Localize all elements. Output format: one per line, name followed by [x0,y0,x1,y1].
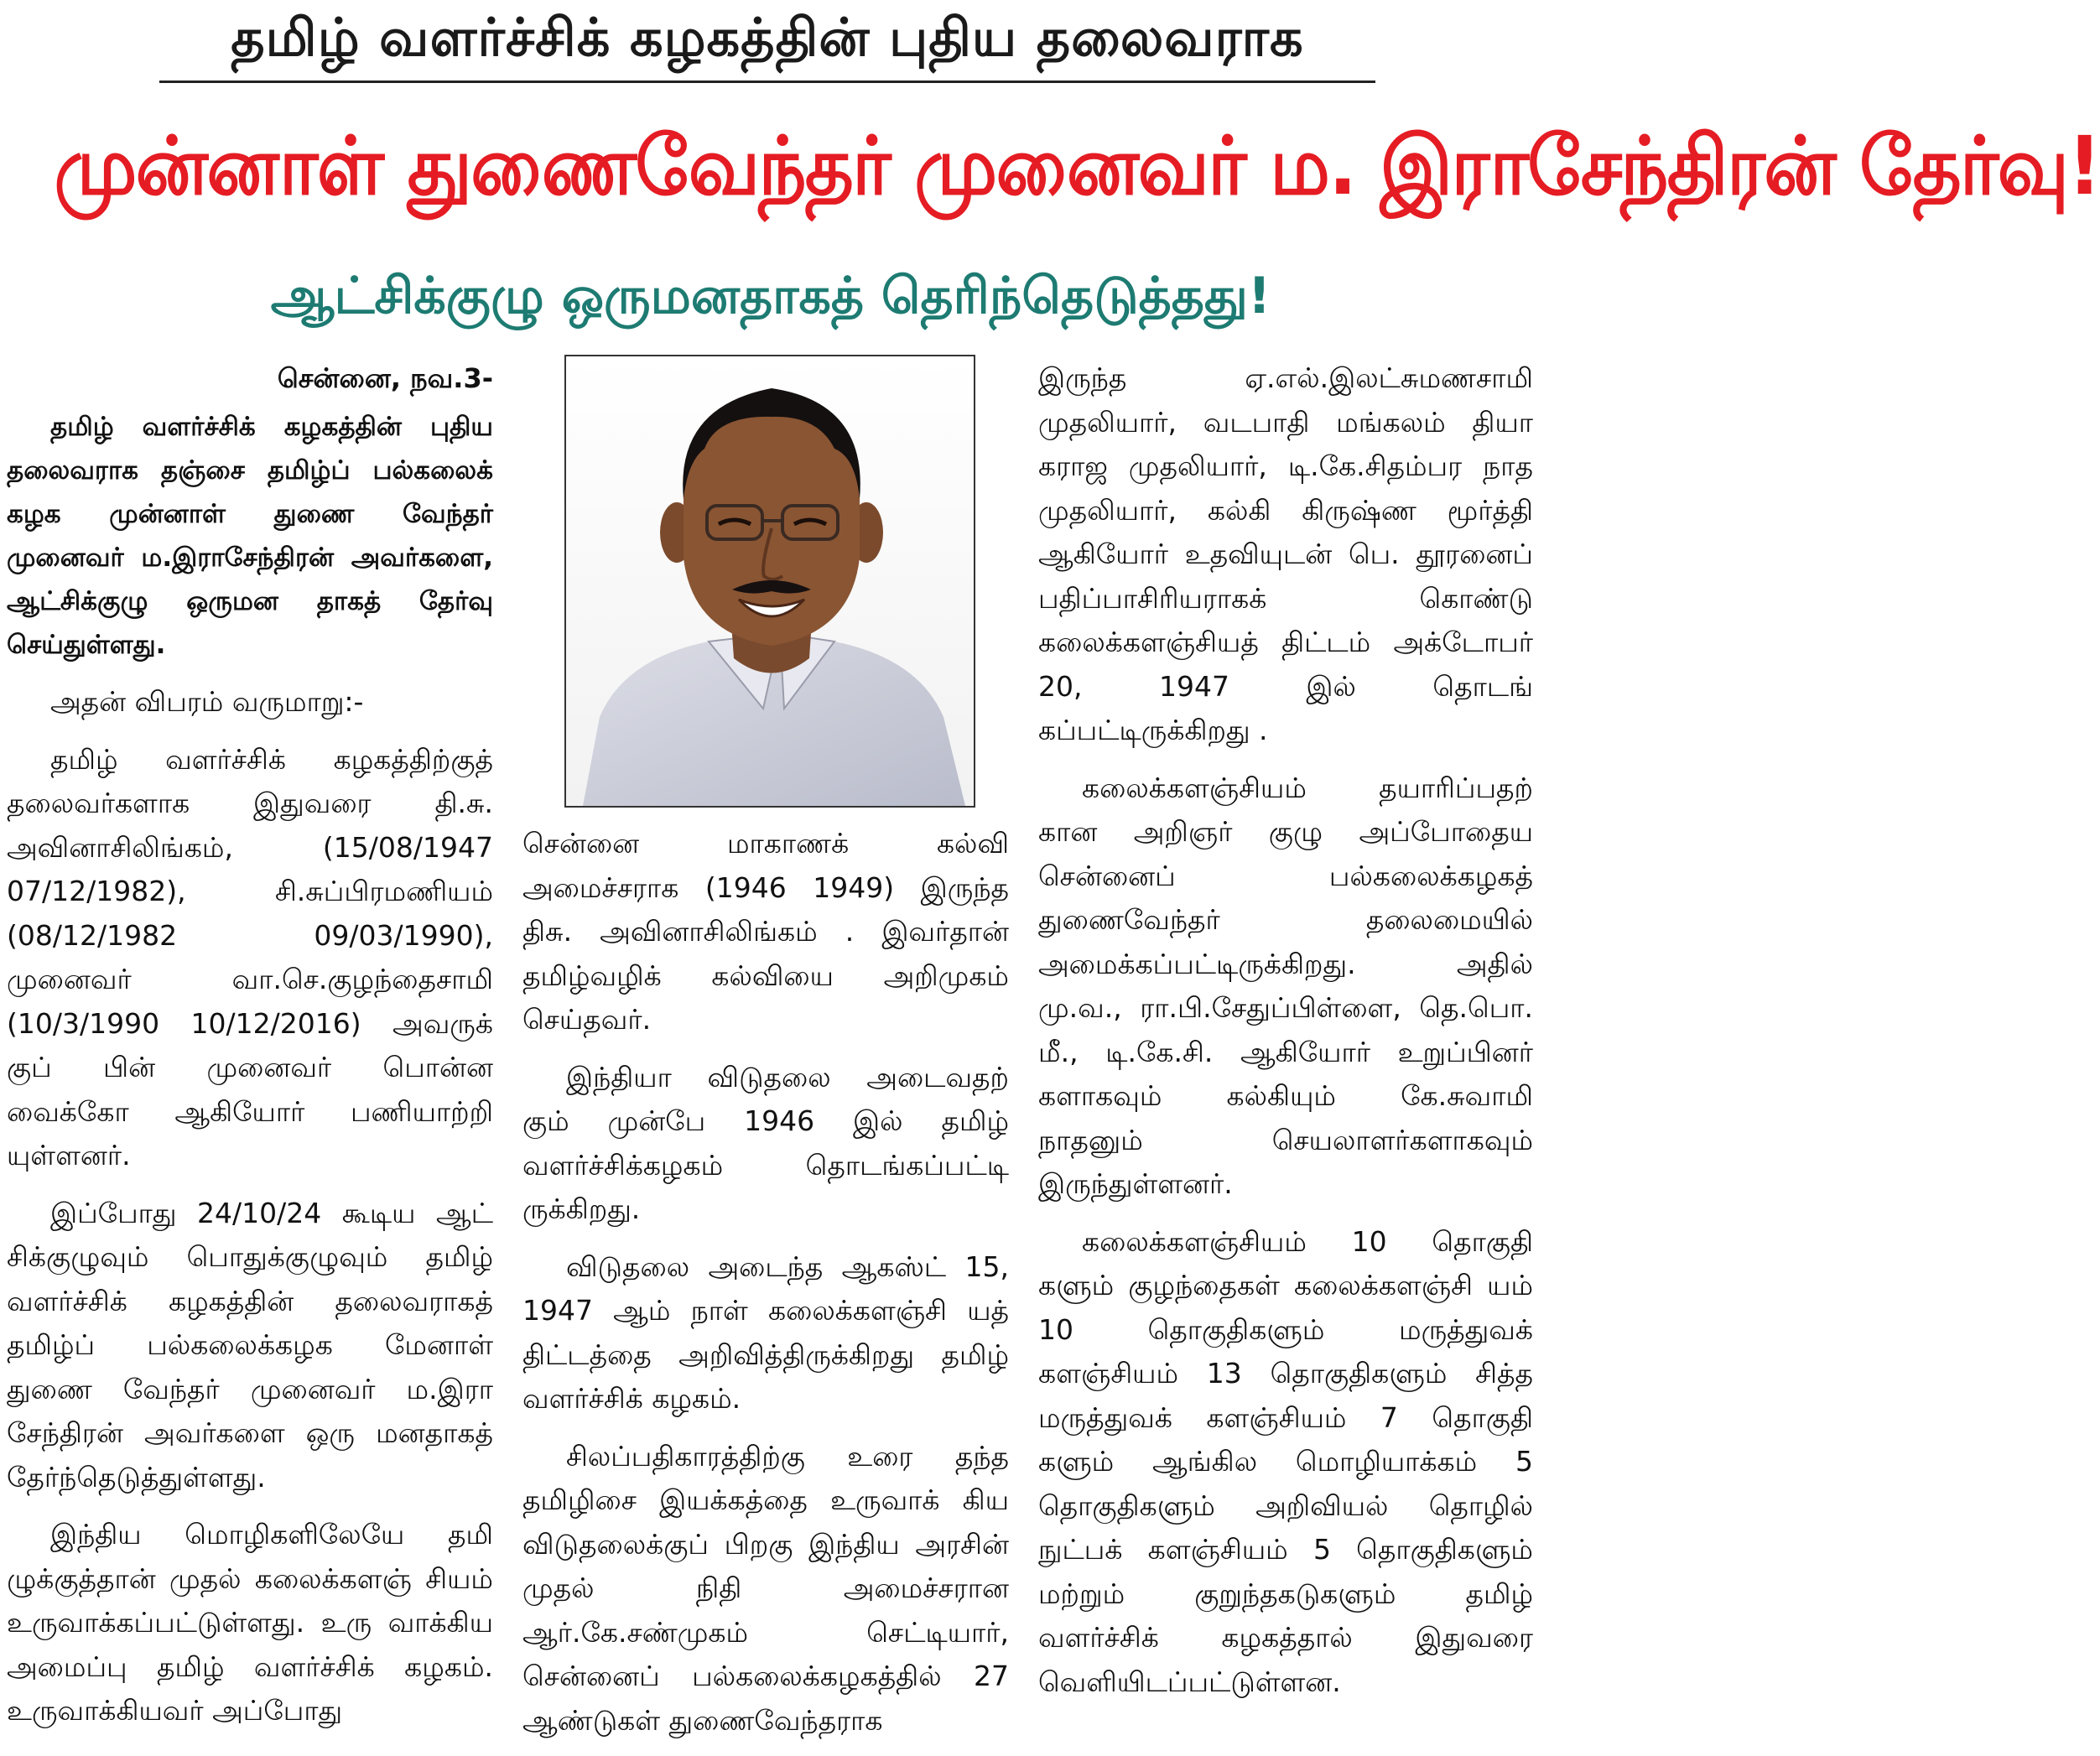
paragraph: கலைக்களஞ்சியம் தயாரிப்பதற் கான அறிஞர் குழு அப்போதைய சென்னைப் பல்கலைக்கழகத் துணைவேந்தர் தலைமையில் அமைக்கப்பட்டிருக்கிறது. அதில் மு.வ., ரா.பி.சேதுப்பிள்ளை, தெ.பொ. மீ., டி.கே.சி. ஆகியோர் உறுப்பினர் களாகவும் கல்கியும் கே.சுவாமி நாதனும் செயலாளர்களாகவும் இருந்துள்ளனர். [1038,771,1533,1200]
paragraph: இப்போது 24/10/24 கூடிய ஆட் சிக்குழுவும் பொதுக்குழுவும் தமிழ் வளர்ச்சிக் கழகத்தின் தலைவராகத் தமிழ்ப் பல்கலைக்கழக மேனாள் துணை வேந்தர் முனைவர் ம.இரா சேந்திரன் அவர்களை ஒரு மனதாகத் தேர்ந்தெடுத்துள்ளது. [7,1196,493,1494]
lead-paragraph: தமிழ் வளர்ச்சிக் கழகத்தின் புதிய தலைவராக தஞ்சை தமிழ்ப் பல்கலைக் கழக முன்னாள் துணை வேந்தர் முனைவர் ம.இராசேந்திரன் அவர்களை, ஆட்சிக்குழு ஒருமன தாகத் தேர்வு செய்துள்ளது. [7,412,493,660]
paragraph: இந்தியா விடுதலை அடைவதற் கும் முன்பே 1946 இல் தமிழ் வளர்ச்சிக்கழகம் தொடங்கப்பட்டி ருக்கிறது. [522,1060,1009,1225]
kicker-headline: தமிழ் வளர்ச்சிக் கழகத்தின் புதிய தலைவராக [159,7,1375,83]
paragraph: இந்திய மொழிகளிலேயே தமி ழுக்குத்தான் முதல் கலைக்களஞ் சியம் உருவாக்கப்பட்டுள்ளது. உரு வாக்கிய அமைப்பு தமிழ் வளர்ச்சிக் கழகம். உருவாக்கியவர் அப்போது [7,1518,493,1727]
paragraph: சென்னை மாகாணக் கல்வி அமைச்சராக (1946 1949) இருந்த திசு. அவினாசிலிங்கம் . இவர்தான் தமிழ்வழிக் கல்வியை அறிமுகம் செய்தவர். [522,827,1009,1036]
paragraph: விடுதலை அடைந்த ஆகஸ்ட் 15, 1947 ஆம் நாள் கலைக்களஞ்சி யத் திட்டத்தை அறிவித்திருக்கிறது தமிழ் வளர்ச்சிக் கழகம். [522,1249,1009,1415]
article-column-2 [522,822,1009,1756]
article-column-3 [1038,356,1533,1717]
portrait-photo [564,355,975,808]
paragraph: கலைக்களஞ்சியம் 10 தொகுதி களும் குழந்தைகள் கலைக்களஞ்சி யம் 10 தொகுதிகளும் மருத்துவக் களஞ்சியம் 13 தொகுதிகளும் சித்த மருத்துவக் களஞ்சியம் 7 தொகுதி களும் ஆங்கில மொழியாக்கம் 5 தொகுதிகளும் அறிவியல் தொழில் நுட்பக் களஞ்சியம் 5 தொகுதிகளும் மற்றும் குறுந்தகடுகளும் தமிழ் வளர்ச்சிக் கழகத்தால் இதுவரை வெளியிடப்பட்டுள்ளன. [1038,1224,1533,1698]
main-headline: முன்னாள் துணைவேந்தர் முனைவர் ம. இராசேந்திரன் தேர்வு! [54,119,2100,213]
paragraph: அதன் விபரம் வருமாறு:- [50,685,364,718]
dateline: சென்னை, நவ.3- [277,362,493,394]
paragraph: தமிழ் வளர்ச்சிக் கழகத்திற்குத் தலைவர்களாக இதுவரை தி.சு. அவினாசிலிங்கம், (15/08/1947 07/12/1982), சி.சுப்பிரமணியம் (08/12/1982 09/03/1990), முனைவர் வா.செ.குழந்தைசாமி (10/3/1990 10/12/2016) அவருக் குப் பின் முனைவர் பொன்ன வைக்கோ ஆகியோர் பணியாற்றி யுள்ளனர். [7,742,493,1172]
paragraph: சிலப்பதிகாரத்திற்கு உரை தந்த தமிழிசை இயக்கத்தை உருவாக் கிய விடுதலைக்குப் பிறகு இந்திய அரசின் முதல் நிதி அமைச்சரான ஆர்.கே.சண்முகம் செட்டியார், சென்னைப் பல்கலைக்கழகத்தில் 27 ஆண்டுகள் துணைவேந்தராக [522,1439,1009,1737]
paragraph: இருந்த ஏ.எல்.இலட்சுமணசாமி முதலியார், வடபாதி மங்கலம் தியா கராஜ முதலியார், டி.கே.சிதம்பர நாத முதலியார், கல்கி கிருஷ்ண மூர்த்தி ஆகியோர் உதவியுடன் பெ. தூரனைப் பதிப்பாசிரியராகக் கொண்டு கலைக்களஞ்சியத் திட்டம் அக்டோபர் 20, 1947 இல் தொடங் கப்பட்டிருக்கிறது . [1038,361,1533,746]
article-column-1 [7,356,493,1747]
sub-headline: ஆட்சிக்குழு ஒருமனதாகத் தெரிந்தெடுத்தது! [270,267,1271,325]
portrait-illustration [566,356,974,806]
